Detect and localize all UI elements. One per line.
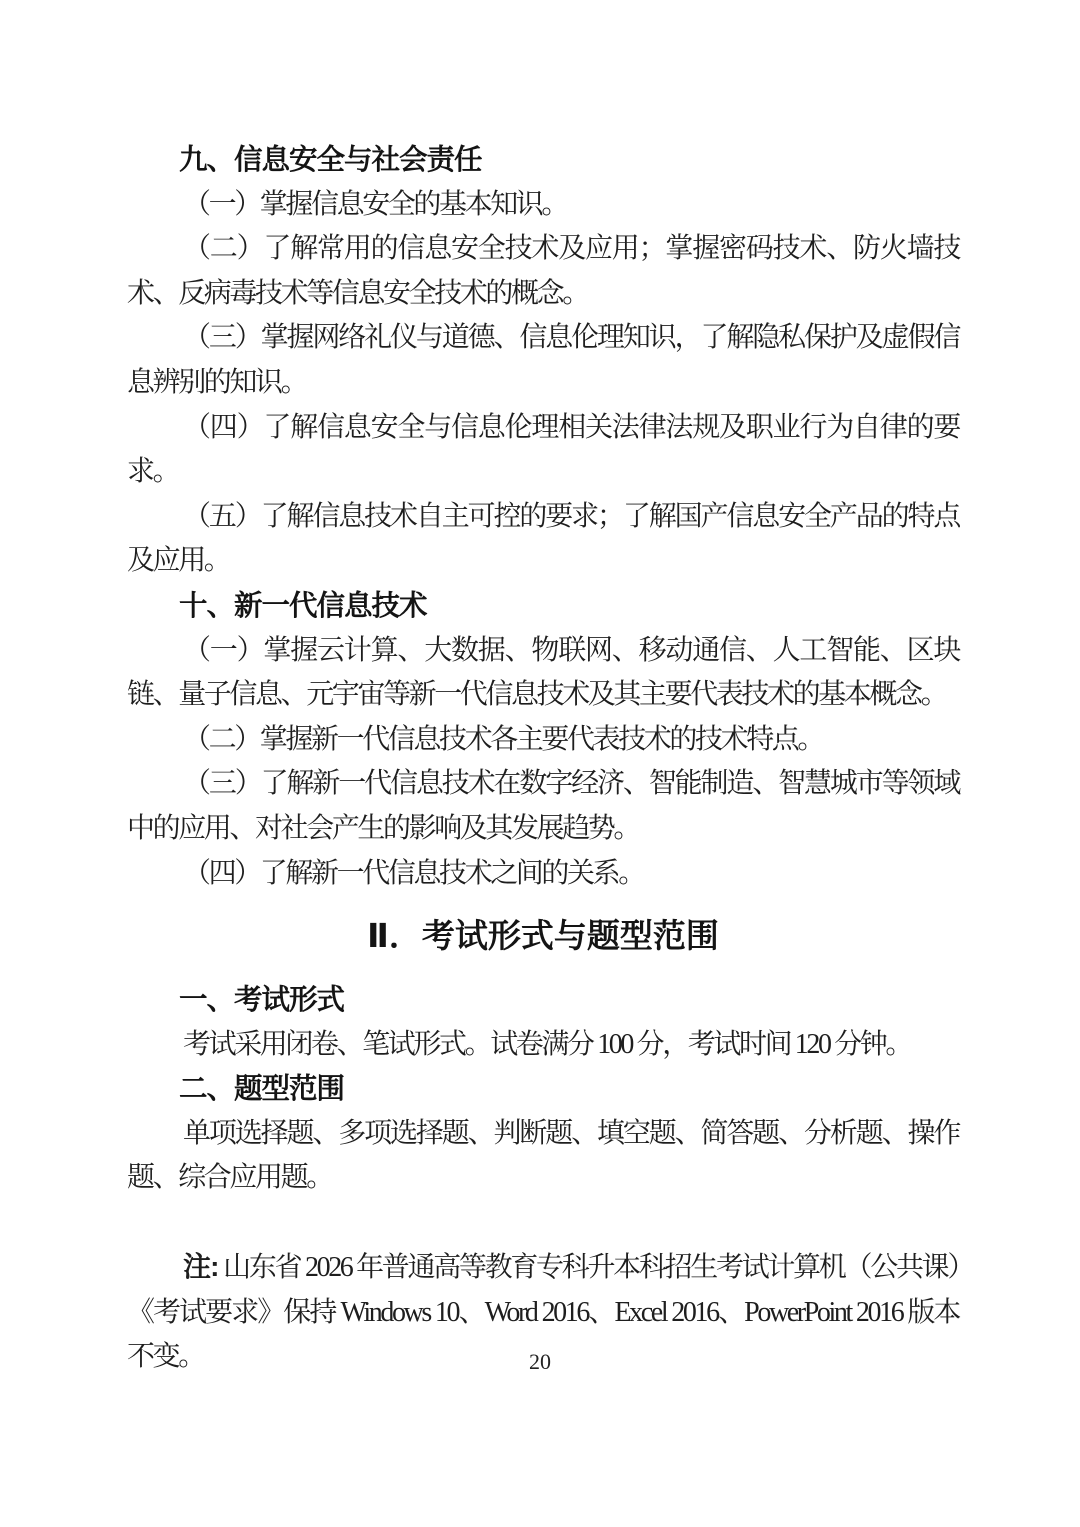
paragraph: （二）了解常用的信息安全技术及应用；掌握密码技术、防火墙技术、反病毒技术等信息安全技术的概念。 [127,233,959,309]
document-body [127,138,959,1380]
paragraph: （一）掌握信息安全的基本知识。 [183,188,568,220]
section-heading: 九、信息安全与社会责任 [179,144,482,176]
paragraph: （四）了解新一代信息技术之间的关系。 [183,857,644,889]
section-heading: 一、考试形式 [179,984,345,1017]
paragraph: 考试采用闭卷、笔试形式。试卷满分 100 分，考试时间 120 分钟。 [183,1028,912,1060]
paragraph: （五）了解信息技术自主可控的要求；了解国产信息安全产品的特点及应用。 [127,500,959,577]
page-number: 20 [529,1349,551,1374]
paragraph: 单项选择题、多项选择题、判断题、填空题、简答题、分析题、操作题、综合应用题。 [127,1117,959,1194]
section-heading: 十、新一代信息技术 [179,589,427,622]
section-heading: 二、题型范围 [179,1073,345,1106]
paragraph: （二）掌握新一代信息技术各主要代表技术的技术特点。 [183,723,824,755]
paragraph: （三）掌握网络礼仪与道德、信息伦理知识，了解隐私保护及虚假信息辨别的知识。 [127,322,959,398]
note-prefix: 注: [183,1251,219,1283]
paragraph: （四）了解信息安全与信息伦理相关法律法规及职业行为自律的要求。 [127,411,959,488]
paragraph: （三）了解新一代信息技术在数字经济、智能制造、智慧城市等领域中的应用、对社会产生的影响及其发展趋势。 [127,768,959,844]
part-title: Ⅱ．考试形式与题型范围 [367,917,719,955]
note-text: 山东省 2026 年普通高等教育专科升本科招生考试计算机（公共课）《考试要求》保持 Windows 10、Word 2016、Excel 2016、PowerPoint 2016 版本不变。 [127,1252,959,1373]
paragraph: （一）掌握云计算、大数据、物联网、移动通信、人工智能、区块链、量子信息、元宇宙等新一代信息技术及其主要代表技术的基本概念。 [127,634,959,711]
